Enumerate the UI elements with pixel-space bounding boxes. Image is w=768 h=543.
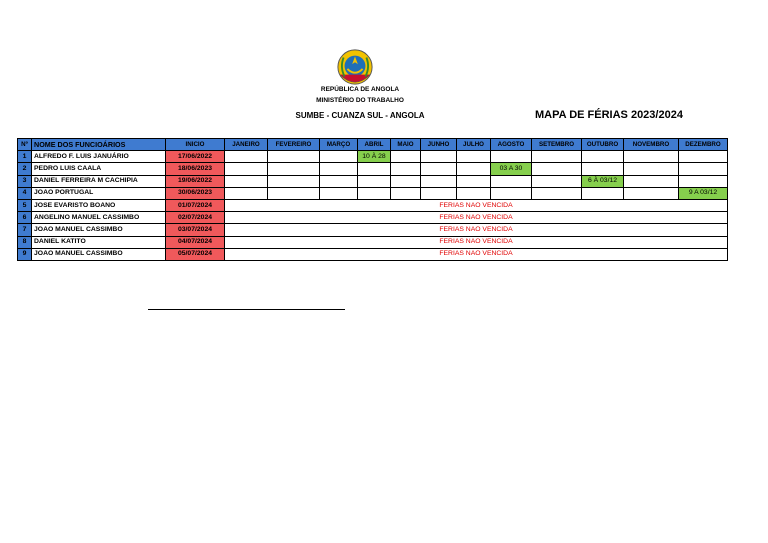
month-cell [421, 163, 457, 175]
row-number: 7 [18, 224, 32, 236]
header-inicio: INICIO [166, 139, 225, 151]
header-month-marco: MARÇO [320, 139, 358, 151]
row-number: 2 [18, 163, 32, 175]
table-row [18, 151, 728, 163]
month-cell [679, 151, 728, 163]
map-title: MAPA DE FÉRIAS 2023/2024 [535, 109, 683, 121]
employee-name: PEDRO LUIS CAALA [32, 163, 166, 175]
header-month-outubro: OUTUBRO [582, 139, 624, 151]
vacation-status: FERIAS NAO VENCIDA [225, 199, 728, 211]
header-ministry: MINISTÉRIO DO TRABALHO [316, 97, 404, 104]
month-cell [532, 187, 582, 199]
employee-name: JOAO PORTUGAL [32, 187, 166, 199]
month-cell [391, 187, 421, 199]
month-cell [225, 151, 268, 163]
header-month-dezembro: DEZEMBRO [679, 139, 728, 151]
month-cell [532, 151, 582, 163]
month-cell [491, 187, 532, 199]
vacation-status: FERIAS NAO VENCIDA [225, 224, 728, 236]
month-cell [391, 163, 421, 175]
header-num: Nº [18, 139, 32, 151]
start-date: 17/06/2022 [166, 151, 225, 163]
table-header-row [18, 139, 728, 151]
table-row [18, 224, 728, 236]
header-location: SUMBE - CUANZA SUL - ANGOLA [295, 111, 425, 120]
header-month-abril: ABRIL [358, 139, 391, 151]
vacation-status: FERIAS NAO VENCIDA [225, 248, 728, 260]
angola-emblem-icon [336, 48, 374, 86]
month-cell [358, 187, 391, 199]
header-country: REPÚBLICA DE ANGOLA [320, 86, 400, 93]
row-number: 6 [18, 212, 32, 224]
table-row [18, 212, 728, 224]
month-cell [679, 175, 728, 187]
month-cell [532, 175, 582, 187]
employee-name: ALFREDO F. LUIS JANUÁRIO [32, 151, 166, 163]
row-number: 8 [18, 236, 32, 248]
month-cell [358, 163, 391, 175]
start-date: 05/07/2024 [166, 248, 225, 260]
month-cell [491, 175, 532, 187]
month-cell [320, 151, 358, 163]
header-month-maio: MAIO [391, 139, 421, 151]
month-cell [582, 151, 624, 163]
table-row [18, 248, 728, 260]
month-cell [320, 163, 358, 175]
month-cell [421, 187, 457, 199]
month-cell: 10 À 28 [358, 151, 391, 163]
month-cell [391, 175, 421, 187]
month-cell [225, 187, 268, 199]
month-cell [582, 163, 624, 175]
month-cell [268, 175, 320, 187]
month-cell [457, 151, 491, 163]
month-cell: 03 A 30 [491, 163, 532, 175]
start-date: 18/06/2023 [166, 163, 225, 175]
month-cell [624, 163, 679, 175]
month-cell: 9 A 03/12 [679, 187, 728, 199]
employee-name: JOSE EVARISTO BOANO [32, 199, 166, 211]
month-cell [225, 163, 268, 175]
month-cell [457, 163, 491, 175]
vacation-status: FERIAS NAO VENCIDA [225, 212, 728, 224]
month-cell [268, 151, 320, 163]
table-row [18, 199, 728, 211]
month-cell [491, 151, 532, 163]
row-number: 4 [18, 187, 32, 199]
header-month-janeiro: JANEIRO [225, 139, 268, 151]
table-row [18, 175, 728, 187]
header-month-fevereiro: FEVEREIRO [268, 139, 320, 151]
start-date: 19/06/2022 [166, 175, 225, 187]
table-row [18, 187, 728, 199]
month-cell [624, 151, 679, 163]
header-month-julho: JULHO [457, 139, 491, 151]
month-cell [268, 163, 320, 175]
header-month-junho: JUNHO [421, 139, 457, 151]
month-cell [624, 175, 679, 187]
row-number: 9 [18, 248, 32, 260]
start-date: 03/07/2024 [166, 224, 225, 236]
month-cell [358, 175, 391, 187]
table-row [18, 163, 728, 175]
vacation-status: FERIAS NAO VENCIDA [225, 236, 728, 248]
month-cell [582, 187, 624, 199]
employee-name: JOAO MANUEL CASSIMBO [32, 248, 166, 260]
month-cell [391, 151, 421, 163]
employee-name: JOAO MANUEL CASSIMBO [32, 224, 166, 236]
start-date: 02/07/2024 [166, 212, 225, 224]
month-cell [421, 175, 457, 187]
month-cell [624, 187, 679, 199]
start-date: 01/07/2024 [166, 199, 225, 211]
row-number: 1 [18, 151, 32, 163]
month-cell [457, 187, 491, 199]
month-cell: 6 À 03/12 [582, 175, 624, 187]
month-cell [268, 187, 320, 199]
header-month-agosto: AGOSTO [491, 139, 532, 151]
header-month-setembro: SETEMBRO [532, 139, 582, 151]
header-month-novembro: NOVEMBRO [624, 139, 679, 151]
month-cell [225, 175, 268, 187]
month-cell [457, 175, 491, 187]
header-name: NOME DOS FUNCIOÁRIOS [32, 139, 166, 151]
employee-name: DANIEL KATITO [32, 236, 166, 248]
employee-name: ANGELINO MANUEL CASSIMBO [32, 212, 166, 224]
start-date: 30/06/2023 [166, 187, 225, 199]
month-cell [532, 163, 582, 175]
signature-line [148, 309, 345, 310]
employee-name: DANIEL FERREIRA M CACHIPIA [32, 175, 166, 187]
month-cell [679, 163, 728, 175]
vacation-table [17, 138, 728, 261]
table-row [18, 236, 728, 248]
row-number: 5 [18, 199, 32, 211]
month-cell [421, 151, 457, 163]
start-date: 04/07/2024 [166, 236, 225, 248]
row-number: 3 [18, 175, 32, 187]
month-cell [320, 175, 358, 187]
month-cell [320, 187, 358, 199]
